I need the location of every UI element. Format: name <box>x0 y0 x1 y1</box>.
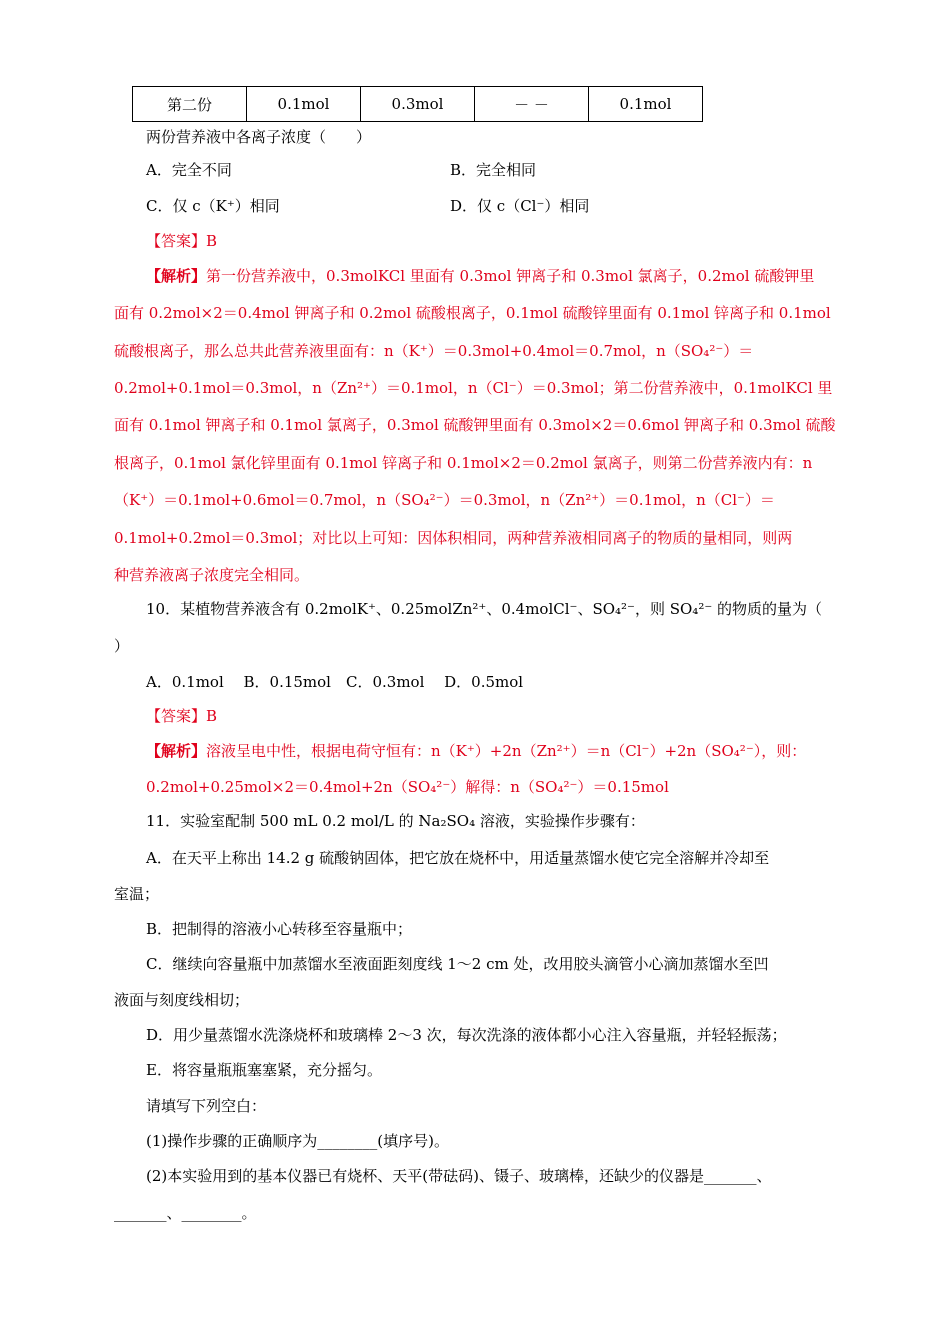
q9-explanation-line: 面有 0.1mol 钾离子和 0.1mol 氯离子，0.3mol 硫酸钾里面有 0.3mol×2＝0.6mol 钾离子和 0.3mol 硫酸 <box>114 416 836 434</box>
q9-explanation-label: 【解析】 <box>146 267 207 285</box>
q11-step-a-cont: 室温； <box>114 885 160 903</box>
table-cell: 0.1mol <box>247 87 361 122</box>
q9-explanation-text: 第一份营养液中，0.3molKCl 里面有 0.3mol 钾离子和 0.3mol 氯离子，0.2mol 硫酸钾里 <box>206 267 815 285</box>
q11-step-c: C．继续向容量瓶中加蒸馏水至液面距刻度线 1～2 cm 处，改用胶头滴管小心滴加蒸馏水至凹 <box>146 955 769 973</box>
table-cell: 第二份 <box>133 87 247 122</box>
q11-step-a: A．在天平上称出 14.2 g 硫酸钠固体，把它放在烧杯中，用适量蒸馏水使它完全溶解并冷却至 <box>146 849 770 867</box>
q11-step-d: D．用少量蒸馏水洗涤烧杯和玻璃棒 2～3 次，每次洗涤的液体都小心注入容量瓶，并轻轻振荡； <box>146 1026 787 1044</box>
q9-explanation-line: 种营养液离子浓度完全相同。 <box>114 566 310 584</box>
q10-stem-cont: ） <box>114 637 130 655</box>
q10-explanation-label: 【解析】 <box>146 742 207 760</box>
q9-answer: 【答案】B <box>146 232 218 250</box>
ion-table <box>132 86 703 122</box>
q9-option-c: C．仅 c（K⁺）相同 <box>146 197 280 215</box>
table-cell: 0.1mol <box>589 87 703 122</box>
q9-explanation-line: （K⁺）＝0.1mol+0.6mol＝0.7mol，n（SO₄²⁻）＝0.3mol，n（Zn²⁺）＝0.1mol，n（Cl⁻）＝ <box>114 491 775 509</box>
q10-explanation-line: 0.2mol+0.25mol×2＝0.4mol+2n（SO₄²⁻）解得：n（SO₄²⁻）＝0.15mol <box>146 778 669 796</box>
q9-stem: 两份营养液中各离子浓度（ ） <box>146 128 372 146</box>
q9-explanation-line: 面有 0.2mol×2＝0.4mol 钾离子和 0.2mol 硫酸根离子，0.1mol 硫酸锌里面有 0.1mol 锌离子和 0.1mol <box>114 304 831 322</box>
q9-option-b: B．完全相同 <box>450 161 537 179</box>
q9-option-a: A．完全不同 <box>146 161 232 179</box>
table-cell: 0.3mol <box>361 87 475 122</box>
q11-step-b: B．把制得的溶液小心转移至容量瓶中； <box>146 920 413 938</box>
q10-answer: 【答案】B <box>146 707 218 725</box>
q11-stem: 11．实验室配制 500 mL 0.2 mol/L 的 Na₂SO₄ 溶液，实验操作步骤有： <box>146 812 645 830</box>
q10-options: A．0.1mol B．0.15mol C．0.3mol D．0.5mol <box>146 673 524 691</box>
q10-stem: 10．某植物营养液含有 0.2molK⁺、0.25molZn²⁺、0.4molCl⁻、SO₄²⁻，则 SO₄²⁻ 的物质的量为（ <box>146 600 823 618</box>
q11-step-e: E．将容量瓶瓶塞塞紧，充分摇匀。 <box>146 1061 382 1079</box>
q9-option-d: D．仅 c（Cl⁻）相同 <box>450 197 590 215</box>
q11-step-c-cont: 液面与刻度线相切； <box>114 991 250 1009</box>
q11-part-2: (2)本实验用到的基本仪器已有烧杯、天平(带砝码)、镊子、玻璃棒，还缺少的仪器是_______、 <box>146 1167 772 1185</box>
q11-part-1: (1)操作步骤的正确顺序为________(填序号)。 <box>146 1132 449 1150</box>
table-row <box>133 87 703 122</box>
q11-fill-prompt: 请填写下列空白： <box>146 1097 267 1115</box>
q11-part-2-cont: _______、________。 <box>114 1204 257 1222</box>
q10-explanation-line <box>146 740 806 762</box>
q9-explanation-line: 0.1mol+0.2mol＝0.3mol；对比以上可知：因体积相同，两种营养液相同离子的物质的量相同，则两 <box>114 529 793 547</box>
q9-explanation-line: 0.2mol+0.1mol＝0.3mol，n（Zn²⁺）＝0.1mol，n（Cl⁻）＝0.3mol；第二份营养液中，0.1molKCl 里 <box>114 379 833 397</box>
q9-explanation-line <box>146 265 814 287</box>
table-cell: － － <box>475 87 589 122</box>
q9-explanation-line: 硫酸根离子，那么总共此营养液里面有：n（K⁺）＝0.3mol+0.4mol＝0.7mol，n（SO₄²⁻）＝ <box>114 342 754 360</box>
q9-explanation-line: 根离子，0.1mol 氯化锌里面有 0.1mol 锌离子和 0.1mol×2＝0.2mol 氯离子，则第二份营养液内有：n <box>114 454 813 472</box>
q10-explanation-text: 溶液呈电中性，根据电荷守恒有：n（K⁺）+2n（Zn²⁺）＝n（Cl⁻）+2n（SO₄²⁻），则： <box>206 742 807 760</box>
